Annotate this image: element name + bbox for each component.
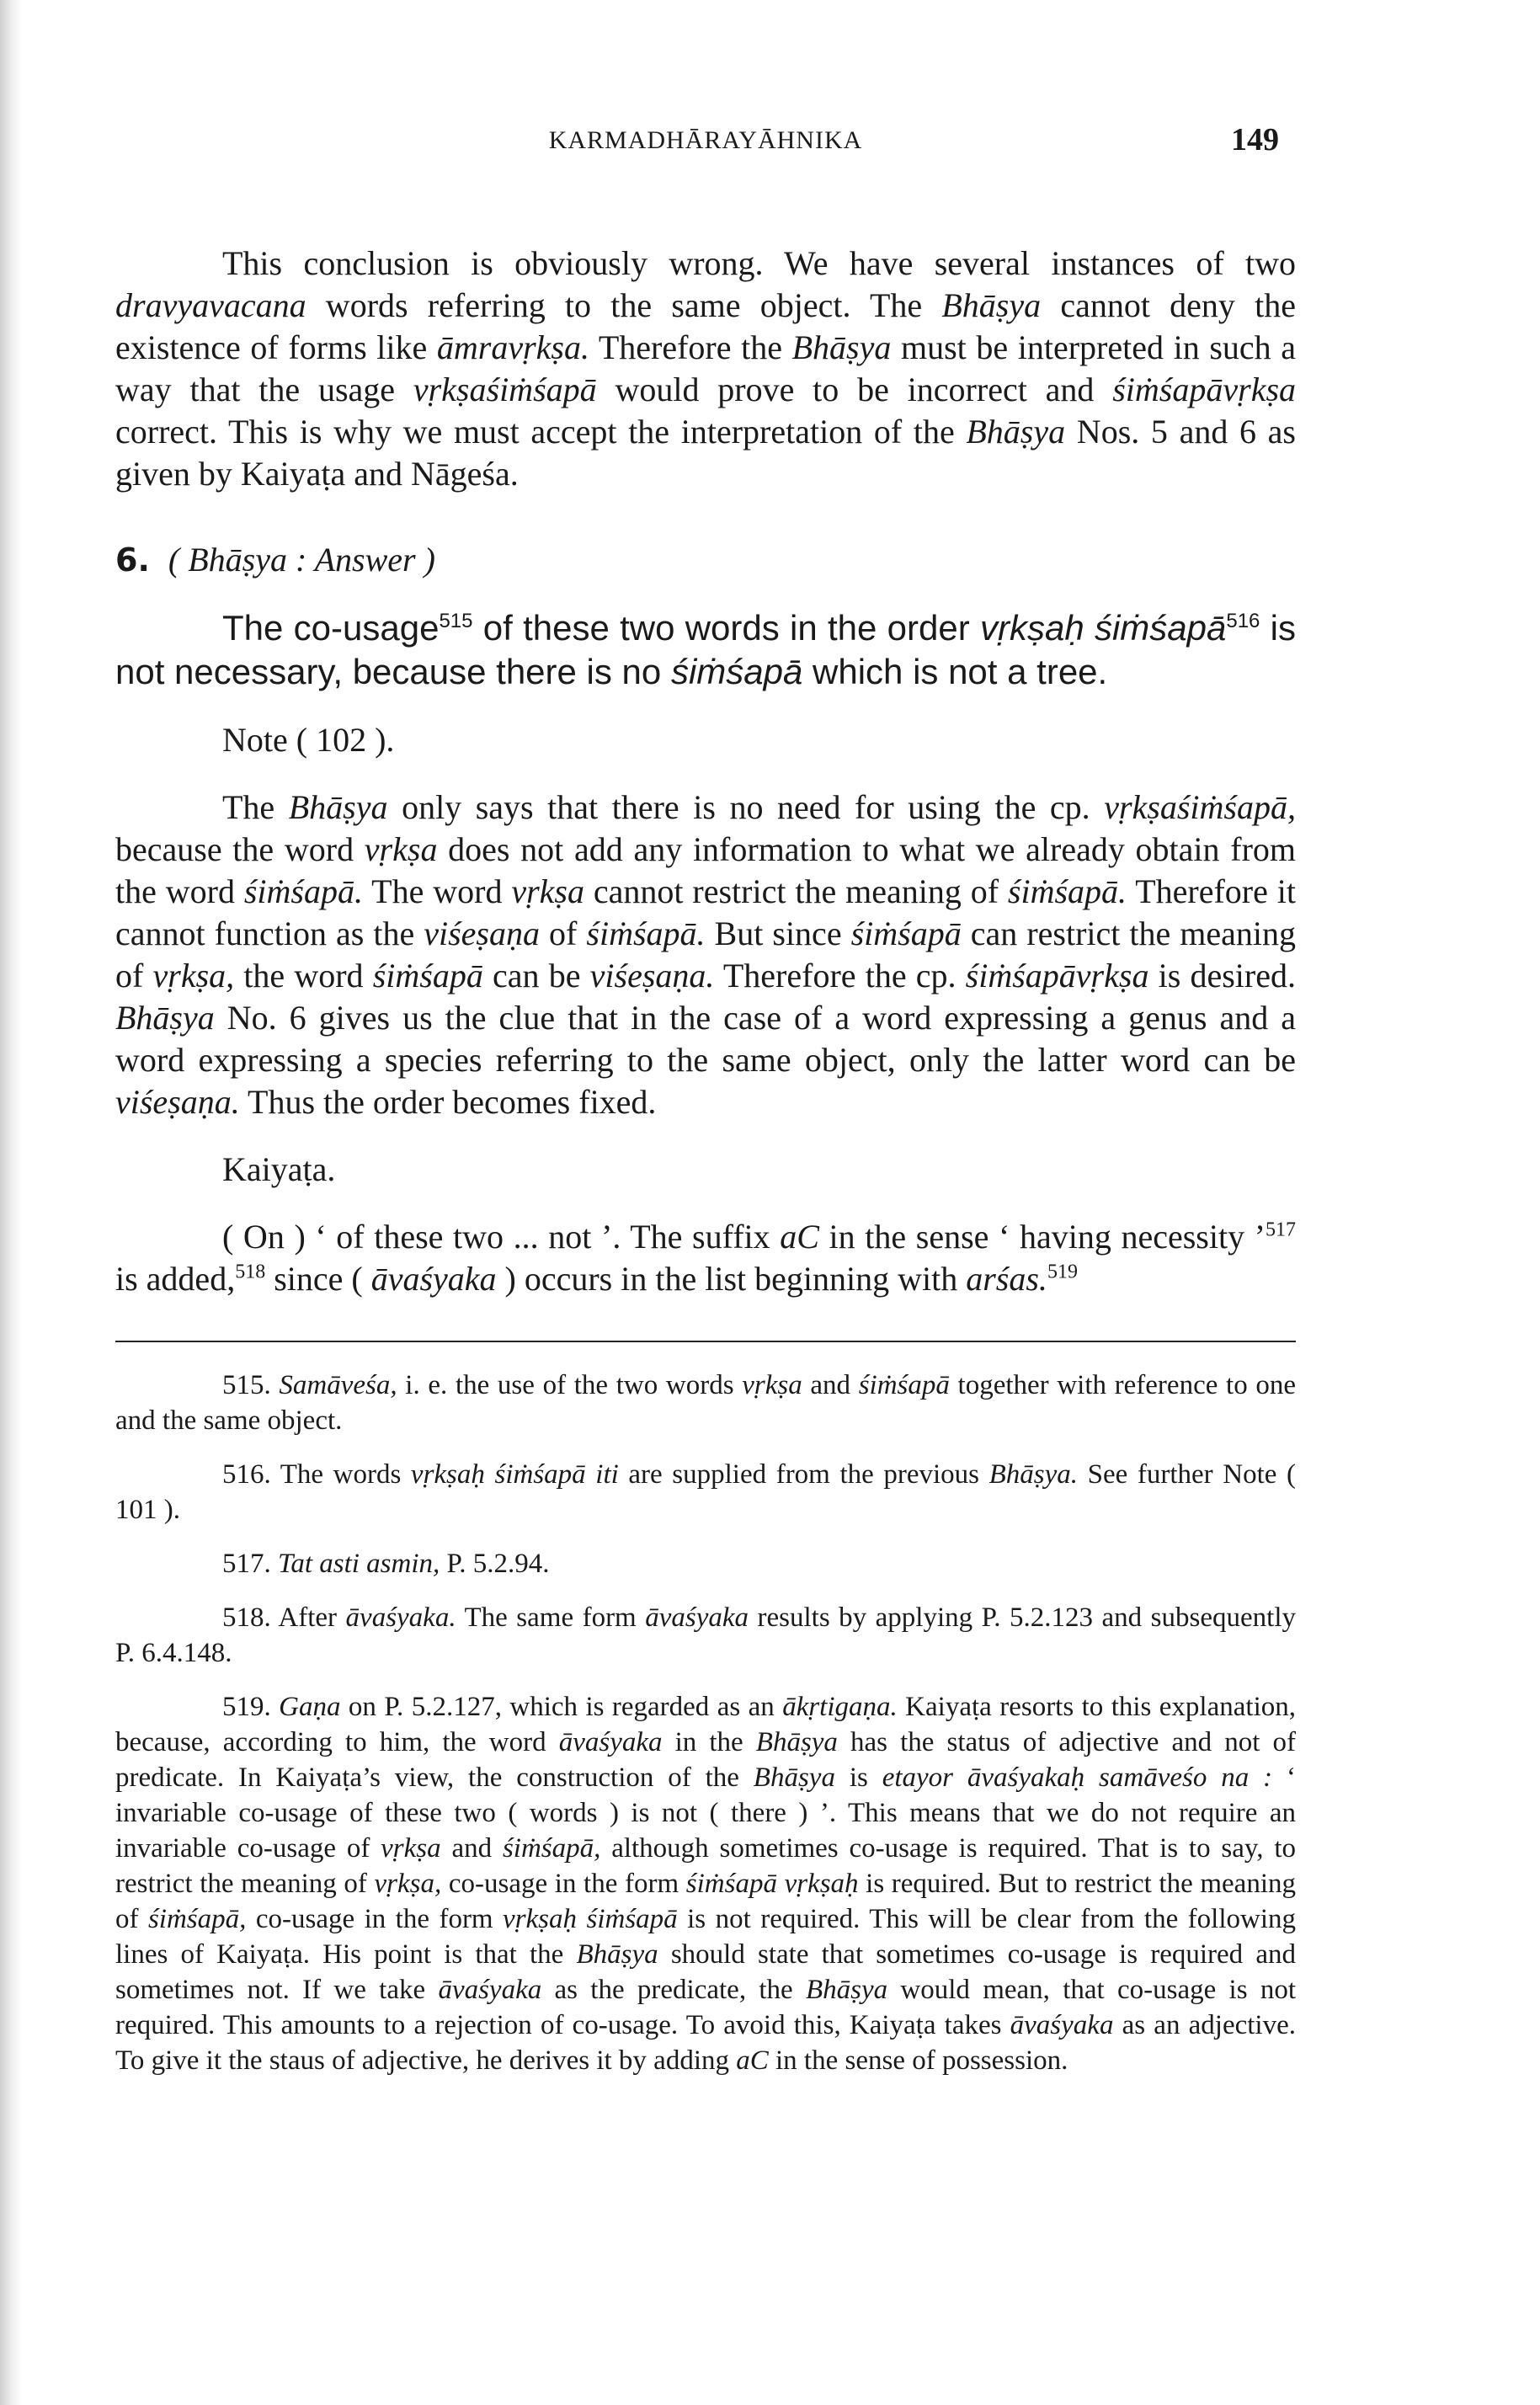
text-run: in the sense of possession.	[768, 2045, 1068, 2076]
text-run: is required. But to restrict the meaning of	[115, 1869, 1296, 1934]
text-run: Thus the order becomes fixed.	[239, 1083, 657, 1121]
italic-term: Gaṇa	[279, 1692, 341, 1722]
italic-term: Bhāṣya	[576, 1939, 658, 1970]
text-run: as the predicate, the	[541, 1975, 806, 2005]
italic-term: śiṁśapā.	[243, 872, 363, 910]
text-run: cannot deny the existence of forms like	[115, 286, 1296, 366]
text-run: The same form	[456, 1602, 646, 1633]
text-run: correct. This is why we must accept the interpretation of the	[115, 413, 967, 451]
italic-term: aC	[736, 2045, 769, 2076]
text-run: can be	[482, 957, 590, 995]
italic-term: āvaśyaka	[1010, 2010, 1114, 2040]
text-run: The	[222, 788, 289, 826]
italic-term: vṛkṣaḥ śiṁśapā	[503, 1904, 678, 1934]
italic-term: viśeṣaṇa.	[589, 957, 715, 995]
text-run: ) occurs in the list beginning with	[496, 1260, 967, 1298]
footnote-ref: 516	[1226, 610, 1260, 632]
italic-term: śiṁśapā vṛkṣaḥ	[685, 1869, 859, 1899]
text-run: together with reference to one and the same object.	[115, 1370, 1297, 1436]
text-run: as an adjective. To give it the staus of adjective, he derives it by adding	[115, 2010, 1296, 2076]
text-run: and	[440, 1833, 503, 1864]
italic-term: Bhāṣya	[755, 1727, 838, 1757]
text-run: 515.	[222, 1370, 280, 1400]
text-run: should state that sometimes co-usage is required and sometimes not. If we take	[115, 1939, 1296, 2005]
text-run: would mean, that co-usage is not required. This amounts to a rejection of co-usage. To avoid this, Kaiyaṭa takes	[115, 1975, 1296, 2040]
text-run: This conclusion is obviously wrong. We have several instances of two	[222, 244, 1296, 282]
text-run: on P. 5.2.127, which is regarded as an	[340, 1692, 783, 1722]
italic-term: dravyavacana	[115, 286, 306, 324]
italic-term: etayor āvaśyakaḥ samāveśo na :	[882, 1762, 1273, 1793]
text-run: results by applying P. 5.2.123 and subsequently P. 6.4.148.	[115, 1602, 1296, 1668]
italic-term: vṛkṣaḥ śiṁśapā iti	[410, 1459, 619, 1490]
italic-term: vṛkṣa,	[152, 957, 235, 995]
text-run: has the status of adjective and not of predicate. In Kaiyaṭa’s view, the construction of the	[115, 1727, 1297, 1793]
text-run: does not add any information to what we already obtain from the word	[115, 830, 1296, 910]
footnote-ref: 519	[1047, 1261, 1078, 1283]
text-run: because the word	[115, 830, 365, 868]
text-run: since (	[265, 1260, 371, 1298]
text-run: although sometimes co-usage is required. That is to say, to restrict the meaning of	[115, 1833, 1296, 1899]
bhashya-answer-text	[115, 606, 1296, 694]
italic-term: śiṁśapā.	[586, 915, 706, 952]
text-run: i. e. the use of the two words	[397, 1370, 743, 1400]
italic-term: Bhāṣya.	[988, 1459, 1079, 1490]
intro-paragraph	[115, 243, 1296, 495]
running-head	[115, 122, 1296, 177]
footnote-517	[115, 1546, 1296, 1581]
italic-term: śiṁśapā	[372, 957, 483, 995]
text-run: and	[802, 1370, 859, 1400]
italic-term: āvaśyaka.	[345, 1602, 456, 1633]
page	[115, 122, 1297, 2078]
italic-term: Bhāṣya	[791, 328, 892, 366]
italic-term: Bhāṣya	[805, 1975, 888, 2005]
text-run: 516. The words	[222, 1459, 411, 1490]
text-run: P. 5.2.94.	[440, 1549, 550, 1579]
running-title: KARMADHĀRAYĀHNIKA	[548, 126, 863, 154]
italic-term: vṛkṣa	[511, 872, 584, 910]
footnotes	[115, 1368, 1296, 2078]
footnote-516	[115, 1457, 1296, 1528]
italic-term: vṛkṣa	[364, 830, 438, 868]
text-run: See further Note ( 101 ).	[115, 1459, 1296, 1525]
text-run: co-usage in the form	[246, 1904, 504, 1934]
italic-term: āvaśyaka	[558, 1727, 663, 1757]
text-run: can restrict the meaning of	[115, 915, 1297, 995]
italic-term: vṛkṣaḥ śiṁśapā	[979, 608, 1227, 648]
page-number: 149	[1231, 122, 1279, 157]
footnote-ref: 518	[235, 1261, 266, 1283]
text-run: Kaiyaṭa resorts to this explanation, because, according to him, the word	[115, 1692, 1296, 1757]
kaiyata-paragraph	[115, 1216, 1296, 1300]
italic-term: śiṁśapā,	[502, 1833, 601, 1864]
italic-term: śiṁśapā	[670, 652, 803, 691]
italic-term: Tat asti asmin,	[278, 1549, 440, 1579]
italic-term: Bhāṣya	[288, 788, 388, 826]
footnote-ref: 517	[1266, 1218, 1296, 1241]
text-run: The word	[363, 872, 512, 910]
text-run: is not necessary, because there is no	[115, 608, 1297, 691]
italic-term: vṛkṣaśiṁśapā	[413, 371, 597, 408]
scan-page-edge	[0, 0, 22, 2405]
italic-term: śiṁśapāvṛkṣa	[1112, 371, 1297, 408]
note-paragraph	[115, 787, 1296, 1123]
text-run: cannot restrict the meaning of	[583, 872, 1008, 910]
italic-term: Samāveśa,	[279, 1370, 397, 1400]
text-run: in the sense ‘ having necessity ’	[818, 1218, 1266, 1256]
italic-term: śiṁśapā	[858, 1370, 950, 1400]
italic-term: āmravṛkṣa.	[436, 328, 589, 366]
text-run: is desired.	[1148, 957, 1296, 995]
italic-term: Bhāṣya	[941, 286, 1042, 324]
text-run: Therefore the	[589, 328, 792, 366]
footnote-515	[115, 1368, 1296, 1438]
text-run: Therefore the cp.	[714, 957, 966, 995]
text-run: of	[540, 915, 587, 952]
section-label: ( Bhāṣya : Answer )	[168, 541, 435, 579]
italic-term: śiṁśapā	[850, 915, 962, 952]
italic-term: vṛkṣa	[742, 1370, 802, 1400]
italic-term: āvaśyaka	[370, 1260, 497, 1298]
italic-term: vṛkṣa,	[374, 1869, 442, 1899]
text-run: co-usage in the form	[441, 1869, 686, 1899]
italic-term: aC	[780, 1218, 819, 1256]
text-run: is	[834, 1762, 882, 1793]
italic-term: śiṁśapā.	[1007, 872, 1127, 910]
italic-term: viśeṣaṇa.	[115, 1083, 240, 1121]
italic-term: Bhāṣya	[753, 1762, 835, 1793]
italic-term: śiṁśapāvṛkṣa	[965, 957, 1149, 995]
text-run: ‘ invariable co-usage of these two ( words ) is not ( there ) ’. This means that we do not require an invariable co-usage of	[115, 1762, 1296, 1864]
italic-term: āvaśyaka	[438, 1975, 542, 2005]
text-run: would prove to be incorrect and	[596, 371, 1113, 408]
text-run: words referring to the same object. The	[306, 286, 942, 324]
footnote-rule	[115, 1341, 1296, 1342]
text-run: Therefore it cannot function as the	[115, 872, 1296, 952]
italic-term: vṛkṣa	[381, 1833, 441, 1864]
text-run: But since	[705, 915, 851, 952]
text-run: The co-usage	[222, 608, 440, 648]
text-run: of these two words in the order	[472, 608, 980, 648]
footnote-ref: 515	[439, 610, 473, 632]
italic-term: śiṁśapā,	[147, 1904, 247, 1934]
text-run: is added,	[115, 1260, 236, 1298]
text-run: ( On ) ‘ of these two ... not ’. The suffix	[222, 1218, 781, 1256]
italic-term: vṛkṣaśiṁśapā,	[1104, 788, 1296, 826]
text-run: the word	[234, 957, 373, 995]
text-run: must be interpreted in such a way that the usage	[115, 328, 1297, 408]
text-run: 519.	[222, 1692, 280, 1722]
text-run: Nos. 5 and 6 as given by Kaiyaṭa and Nāgeśa.	[115, 413, 1296, 493]
text-run: 518. After	[222, 1602, 346, 1633]
text-run: in the	[662, 1727, 756, 1757]
italic-term: Bhāṣya	[966, 413, 1066, 451]
italic-term: āvaśyaka	[645, 1602, 749, 1633]
text-run: only says that there is no need for using the cp.	[387, 788, 1105, 826]
italic-term: Bhāṣya	[115, 999, 215, 1037]
section-heading	[115, 539, 1296, 581]
text-run: which is not a tree.	[802, 652, 1108, 691]
kaiyata-title: Kaiyaṭa.	[222, 1150, 336, 1188]
italic-term: ākṛtigaṇa.	[782, 1692, 898, 1722]
text-run: is not required. This will be clear from the following lines of Kaiyaṭa. His point is that the	[115, 1904, 1296, 1970]
note-title: Note ( 102 ).	[222, 721, 395, 759]
section-number: 6.	[115, 541, 150, 579]
footnote-518	[115, 1600, 1296, 1671]
text-run: are supplied from the previous	[618, 1459, 989, 1490]
italic-term: viśeṣaṇa	[424, 915, 540, 952]
text-run: No. 6 gives us the clue that in the case of a word expressing a genus and a word expressing a species referring to the same object, only the latter word can be	[115, 999, 1296, 1079]
italic-term: arśas.	[966, 1260, 1047, 1298]
text-run: 517.	[222, 1549, 278, 1579]
footnote-519	[115, 1689, 1296, 2078]
